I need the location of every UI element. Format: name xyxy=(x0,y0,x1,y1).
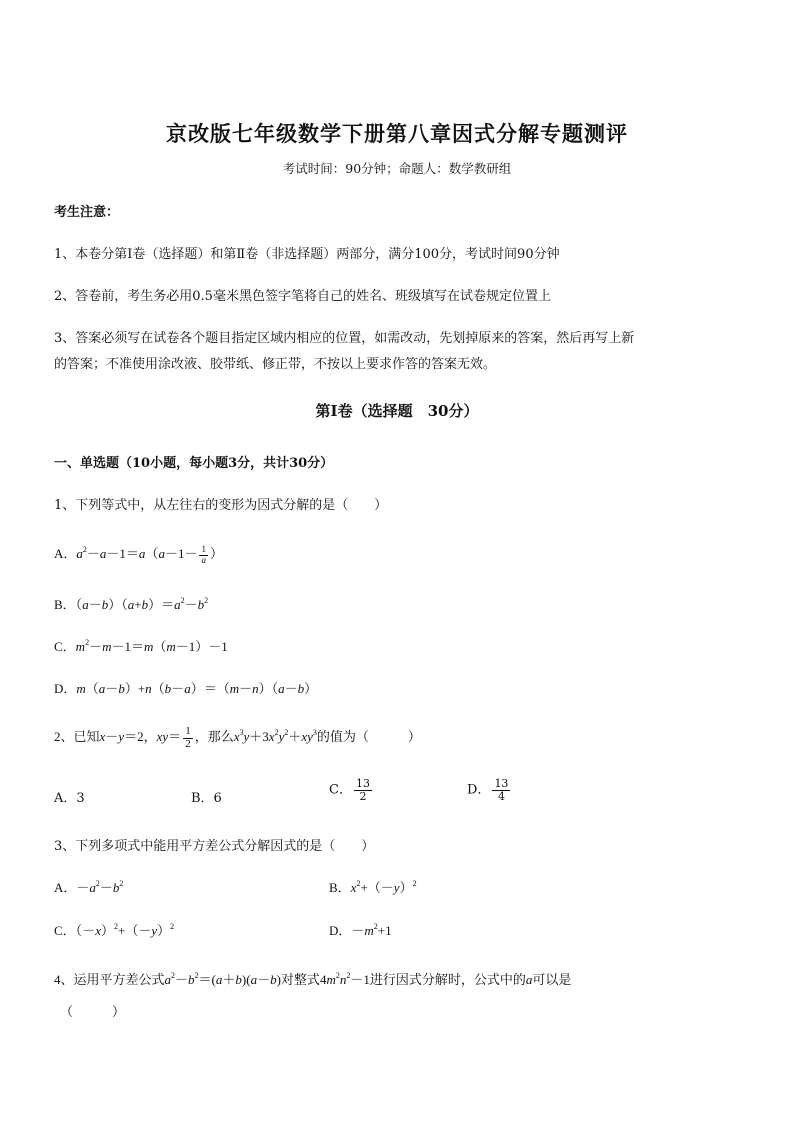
q3-option-d[interactable]: D．$-m^2+1$ xyxy=(329,922,392,938)
q2-option-d[interactable]: D． $\frac{13}{4}$ xyxy=(467,777,509,803)
q1-option-c[interactable]: C．$m^2-m-1=m(m-1)-1$ xyxy=(54,638,228,654)
option-label: B． xyxy=(329,880,351,895)
q1-option-d[interactable]: D．m（a－b）+n（b－a）＝（m－n）（a－b） xyxy=(54,681,318,696)
q3-stem: 3、下列多项式中能用平方差公式分解因式的是（ ） xyxy=(54,839,375,854)
fraction: $\frac{13}{2}$ xyxy=(355,777,370,803)
q4-stem: 4、运用平方差公式$a^2-b^2=(a+b)(a-b)$对整式$4m^2n^2-1$进行因式分解时，公式中的a可以是 xyxy=(54,971,572,987)
q3-option-b[interactable]: B．$x^2+(-y)^2$ xyxy=(329,879,417,895)
q2-stem: 2、已知x－y＝2，xy＝ $\frac{1}{2}$ ，那么$x^3y+3x^2y^2+xy^3$的值为（ ） xyxy=(54,725,421,750)
page-title: 京改版七年级数学下册第八章因式分解专题测评 xyxy=(166,121,628,146)
option-label: C． xyxy=(54,639,76,654)
section-title: 第Ⅰ卷（选择题 30分） xyxy=(315,402,479,420)
fraction: $\frac{1}{a}$ xyxy=(201,544,206,565)
q4-answer-blank: （ ） xyxy=(60,1005,126,1020)
exam-subtitle: 考试时间：90分钟；命题人：数学教研组 xyxy=(282,161,512,176)
option-label: D． xyxy=(329,923,352,938)
part-heading: 一、单选题（10小题，每小题3分，共计30分） xyxy=(54,456,334,471)
notice-item-3: 3、答案必须写在试卷各个题目指定区域内相应的位置，如需改动，先划掉原来的答案，然后再写上新 xyxy=(54,331,635,346)
q3-option-c[interactable]: C．$(-x)^2+(-y)^2$ xyxy=(54,922,175,938)
q2-option-c[interactable]: C． $\frac{13}{2}$ xyxy=(329,777,370,803)
q2-option-b[interactable]: B．6 xyxy=(191,791,222,806)
option-label: C． xyxy=(54,923,76,938)
notice-item-3-cont: 的答案；不准使用涂改液、胶带纸、修正带，不按以上要求作答的答案无效。 xyxy=(54,357,497,372)
option-label: D． xyxy=(54,681,77,696)
q3-option-a[interactable]: A．$-a^2-b^2$ xyxy=(54,879,124,895)
q2-option-a[interactable]: A．3 xyxy=(54,791,85,806)
notice-heading: 考生注意： xyxy=(54,205,120,220)
option-label: A． xyxy=(54,546,77,561)
option-label: A． xyxy=(54,880,77,895)
q1-option-a[interactable]: A．$a^2-a-1=a(a-1-$ $\frac{1}{a}$ ） xyxy=(54,544,223,565)
option-label: B． xyxy=(54,597,76,612)
fraction: $\frac{1}{2}$ xyxy=(185,725,191,750)
q1-option-b[interactable]: B．$(a-b)(a+b)=a^2-b^2$ xyxy=(54,596,209,612)
fraction: $\frac{13}{4}$ xyxy=(494,777,509,803)
q1-stem: 1、下列等式中，从左往右的变形为因式分解的是（ ） xyxy=(54,498,388,513)
notice-item-1: 1、本卷分第Ⅰ卷（选择题）和第Ⅱ卷（非选择题）两部分，满分100分，考试时间90分钟 xyxy=(54,247,560,262)
notice-item-2: 2、答卷前，考生务必用0.5毫米黑色签字笔将自己的姓名、班级填写在试卷规定位置上 xyxy=(54,289,551,304)
